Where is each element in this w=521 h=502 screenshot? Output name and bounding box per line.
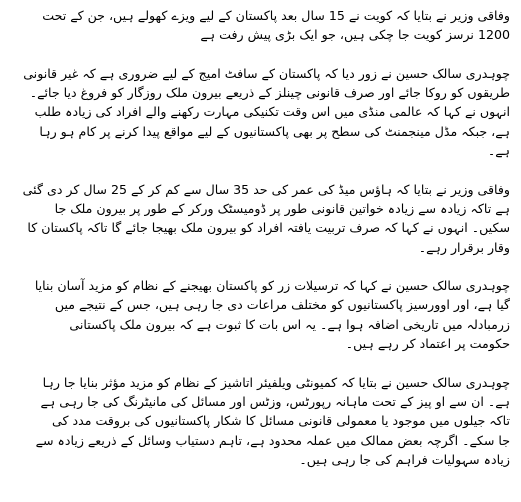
text-line: چوہدری سالک حسین نے بتایا کہ کمیونٹی ویلفیئر اتاشیز کے نظام کو مزید مؤثر بنایا جا رہا [42,374,510,390]
text-line: ہے۔ [487,143,510,159]
text-line: طریقوں کو روکا جائے اور صرف قانونی چینلز کے ذریعے بیرون ملک روزگار کو فروغ دیا جائے۔ [29,85,510,101]
paragraph-remittances [8,276,510,353]
paragraph-housemaid-age [8,180,510,257]
paragraph-welfare-attaches [8,373,510,469]
text-line: سکیں۔ انہوں نے کہا کہ صرف تربیت یافتہ افراد کو بیرون ملک بھیجا جائے گا تاکہ پاکستان کا [27,220,510,236]
text-line: زیادہ سہولیات فراہم کی جا رہی ہیں۔ [299,451,510,467]
text-line: چوہدری سالک حسین نے کہا کہ ترسیلات زر کو پاکستان بھیجنے کے نظام کو مزید آسان بنایا [34,278,510,294]
text-line: زرمبادلہ میں تاریخی اضافہ ہوا ہے۔ یہ اس بات کا ثبوت ہے کہ بیرون ملک پاکستانی [69,316,510,332]
text-line: وفاقی وزیر نے بتایا کہ کویت نے 15 سال بعد پاکستان کے لیے ویزے کھولے ہیں، جن کے تحت [42,8,510,23]
text-line: وفاقی وزیر نے بتایا کہ ہاؤس میڈ کی عمر کی حد 35 سال سے کم کر کے 25 سال کر دی گئی [22,181,510,197]
paragraph-kuwait-visas [8,6,510,45]
text-line: انہوں نے کہا کہ عالمی منڈی میں اس وقت تکنیکی مہارت رکھنے والے افراد کی زیادہ طلب [34,104,510,120]
text-line: جا سکے۔ اگرچہ بعض ممالک میں عملہ محدود ہے، تاہم دستیاب وسائل کے ذریعے زیادہ سے [35,432,510,448]
text-line: حکومت پر اعتماد کر رہے ہیں۔ [345,336,510,352]
article-body [8,6,510,469]
text-line: تاکہ جیلوں میں موجود یا معمولی قانونی مسائل کا شکار پاکستانیوں کی بروقت مدد کی [52,413,510,429]
text-line: گیا ہے، اور اوورسیز پاکستانیوں کو مختلف مراعات دی جا رہی ہیں، جس کے نتیجے میں [54,297,510,313]
text-line: 1200 نرسز کویت جا چکی ہیں، جو ایک بڑی پیش رفت ہے [200,27,510,43]
text-line: ہے تاکہ زیادہ سے زیادہ خواتین قانونی طور پر ڈومیسٹک ورکر کے طور پر بیرون ملک جا [54,200,510,216]
text-line: وقار برقرار رہے۔ [418,239,510,255]
text-line: ہے، جبکہ مڈل مینجمنٹ کی سطح پر بھی پاکستانیوں کے لیے مواقع پیدا کرنے پر کام ہو رہا [39,123,510,139]
text-line: ہے۔ ان سے او پیز کے تحت ماہانہ رپورٹس، وزٹس اور مسائل کی مانیٹرنگ کی جا رہی ہے [40,393,510,409]
text-line: چوہدری سالک حسین نے زور دیا کہ پاکستان کے سافٹ امیج کے لیے ضروری ہے کہ غیر قانونی [23,65,510,81]
paragraph-legal-channels [8,64,510,160]
